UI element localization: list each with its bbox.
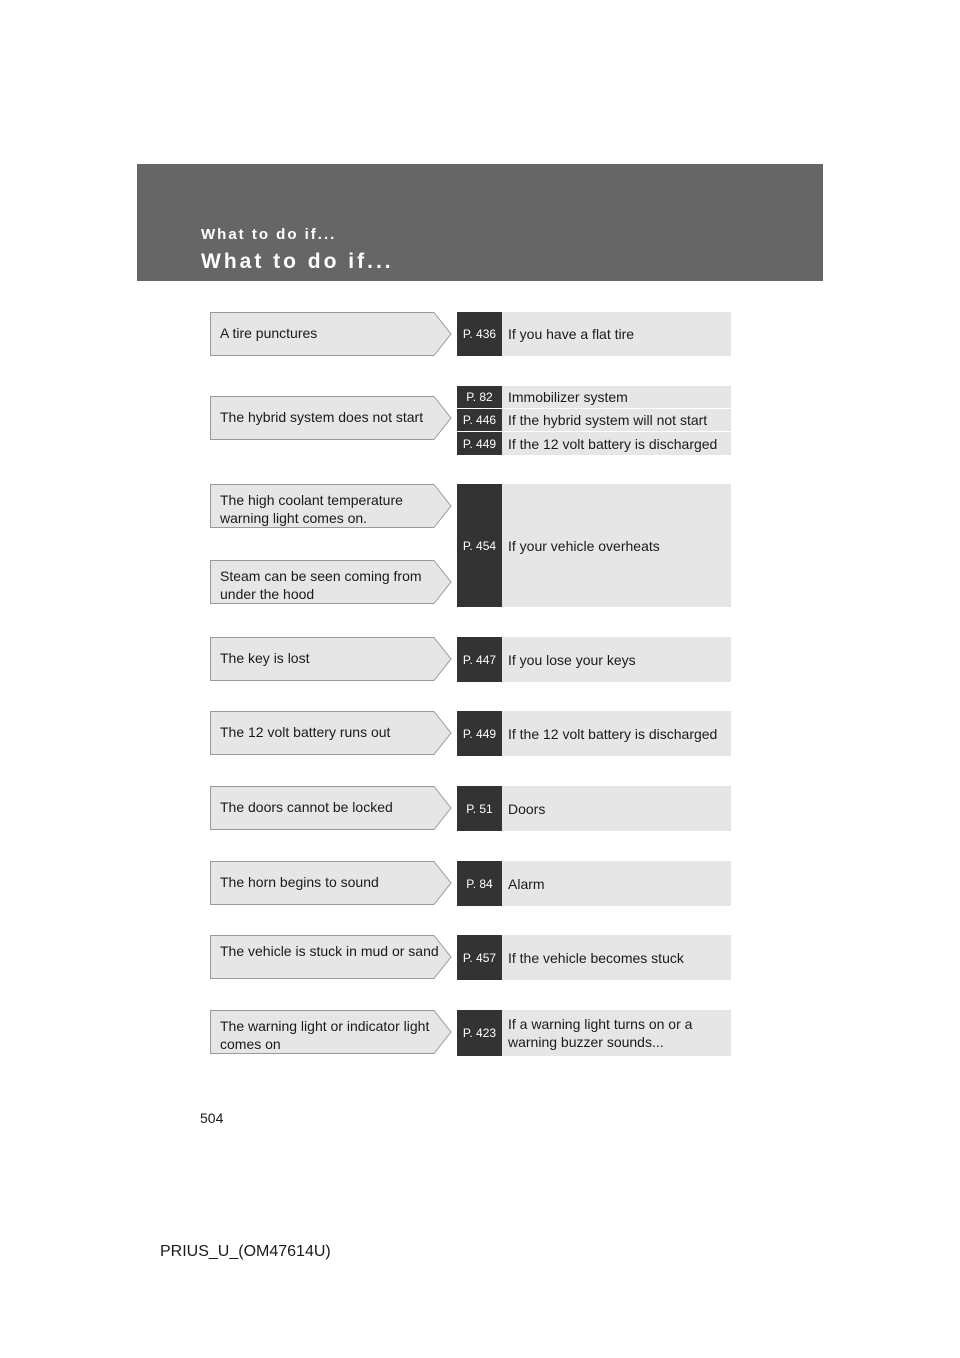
symptom-box bbox=[210, 484, 452, 528]
reference-title: If a warning light turns on or a warning buzzer sounds... bbox=[508, 1016, 693, 1050]
reference-title: Doors bbox=[508, 800, 546, 817]
reference-link[interactable] bbox=[457, 935, 731, 980]
page-number: 504 bbox=[200, 1110, 224, 1126]
reference-title: If you have a flat tire bbox=[508, 326, 635, 342]
symptom-text: Steam can be seen coming from under the hood bbox=[220, 568, 422, 602]
section-label: What to do if... bbox=[201, 226, 337, 243]
reference-title: If the 12 volt battery is discharged bbox=[508, 725, 718, 742]
symptom-box bbox=[210, 637, 452, 681]
symptom-text: The 12 volt battery runs out bbox=[220, 724, 391, 740]
reference-title: If the vehicle becomes stuck bbox=[508, 949, 684, 966]
page-reference-badge: P. 457 bbox=[457, 935, 502, 980]
reference-link[interactable] bbox=[457, 409, 731, 431]
reference-link[interactable] bbox=[457, 1010, 731, 1056]
page-reference-badge: P. 447 bbox=[457, 637, 502, 682]
reference-title: If the 12 volt battery is discharged bbox=[508, 435, 718, 452]
page-reference-badge: P. 436 bbox=[457, 312, 502, 356]
reference-link[interactable] bbox=[457, 711, 731, 756]
symptom-box bbox=[210, 560, 452, 604]
symptom-box bbox=[210, 1010, 452, 1054]
reference-title: Immobilizer system bbox=[508, 389, 628, 405]
page-reference-badge: P. 449 bbox=[457, 711, 502, 756]
reference-link[interactable] bbox=[457, 637, 731, 682]
page-reference-badge: P. 446 bbox=[457, 409, 502, 431]
page-title: What to do if... bbox=[201, 250, 394, 273]
symptom-text: The hybrid system does not start bbox=[220, 409, 424, 425]
symptom-box bbox=[210, 786, 452, 830]
symptom-text: The high coolant temperature warning light comes on. bbox=[220, 492, 403, 526]
document-code: PRIUS_U_(OM47614U) bbox=[160, 1243, 331, 1260]
symptom-text: The vehicle is stuck in mud or sand bbox=[220, 943, 439, 959]
page-reference-badge: P. 423 bbox=[457, 1010, 502, 1056]
symptom-box bbox=[210, 396, 452, 440]
reference-link[interactable] bbox=[457, 386, 731, 408]
page-reference-badge: P. 51 bbox=[457, 786, 502, 831]
reference-link[interactable] bbox=[457, 786, 731, 831]
symptom-box bbox=[210, 935, 452, 979]
symptom-box bbox=[210, 312, 452, 356]
reference-link[interactable] bbox=[457, 432, 731, 455]
section-header bbox=[137, 164, 823, 281]
symptom-box bbox=[210, 711, 452, 755]
symptom-text: The warning light or indicator light comes on bbox=[220, 1018, 430, 1052]
symptom-text: A tire punctures bbox=[220, 325, 318, 341]
reference-title: If you lose your keys bbox=[508, 651, 636, 668]
symptom-text: The key is lost bbox=[220, 650, 310, 666]
symptom-box bbox=[210, 861, 452, 905]
page-reference-badge: P. 82 bbox=[457, 386, 502, 408]
reference-title: If the hybrid system will not start bbox=[508, 412, 708, 428]
page-reference-badge: P. 84 bbox=[457, 861, 502, 906]
reference-link[interactable] bbox=[457, 484, 731, 607]
symptom-text: The doors cannot be locked bbox=[220, 799, 393, 815]
reference-link[interactable] bbox=[457, 312, 731, 356]
reference-link[interactable] bbox=[457, 861, 731, 906]
page-reference-badge: P. 449 bbox=[457, 432, 502, 455]
page-reference-badge: P. 454 bbox=[457, 484, 502, 607]
reference-title: Alarm bbox=[508, 875, 545, 892]
reference-title: If your vehicle overheats bbox=[508, 537, 660, 554]
symptom-text: The horn begins to sound bbox=[220, 874, 379, 890]
